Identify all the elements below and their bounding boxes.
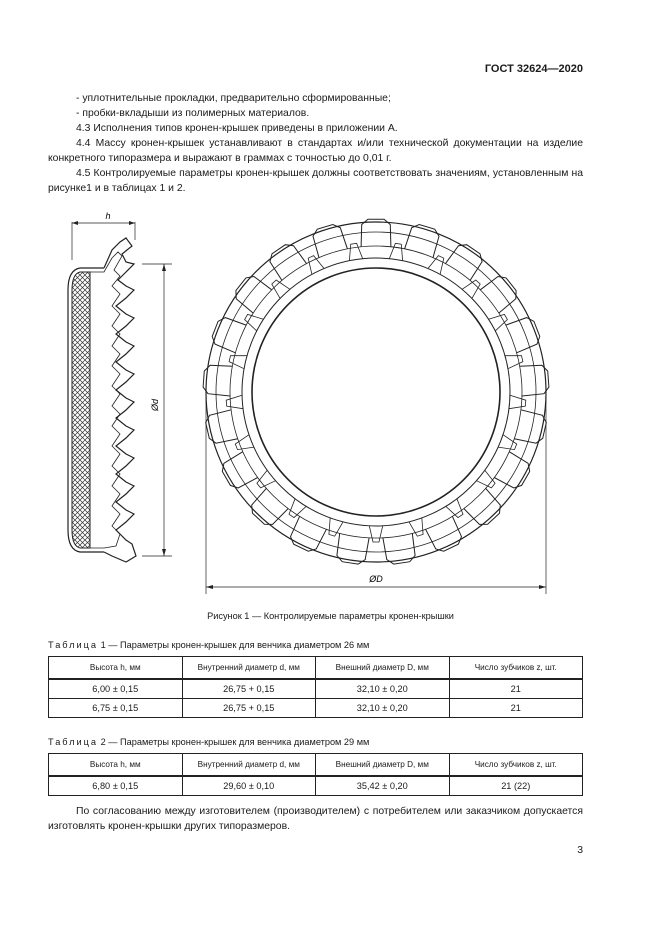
table2-caption-rest: — Параметры кронен-крышек для венчика диаметром 29 мм — [108, 737, 370, 747]
cell: 6,00 ± 0,15 — [49, 679, 183, 699]
outer-diameter-dimension — [206, 392, 546, 594]
cap-tooth-fold — [462, 280, 480, 298]
col-height: Высота h, мм — [49, 754, 183, 777]
cell: 35,42 ± 0,20 — [316, 776, 450, 796]
cap-top-view — [203, 219, 549, 564]
cap-tooth-fold — [245, 314, 264, 331]
cap-tooth-fold — [272, 280, 290, 298]
cell: 6,80 ± 0,15 — [49, 776, 183, 796]
col-teeth-count: Число зубчиков z, шт. — [449, 657, 583, 680]
cap-tooth-fold — [446, 499, 463, 518]
col-height: Высота h, мм — [49, 657, 183, 680]
table-row — [49, 776, 583, 796]
cap-tooth-fold — [428, 256, 444, 275]
cell: 21 — [449, 679, 583, 699]
table2-caption-word: Таблица — [48, 737, 99, 747]
cap-tooth — [480, 277, 516, 314]
cap-tooth — [252, 488, 288, 524]
cell: 32,10 ± 0,20 — [316, 679, 450, 699]
cap-tooth — [361, 219, 391, 247]
closing-paragraph: По согласованию между изготовителем (производителем) с потребителем или заказчиком допускается изготовлять кронен-крышки других типоразмеров. — [48, 806, 583, 832]
table2-caption-num: 2 — [100, 737, 106, 747]
cap-tooth — [405, 225, 439, 258]
cap-tooth-fold — [289, 499, 306, 518]
figure-caption: Рисунок 1 — Контролируемые параметры кронен-крышки — [207, 611, 454, 621]
crown-cap-figure — [60, 210, 605, 610]
col-inner-diameter: Внутренний диаметр d, мм — [182, 754, 316, 777]
col-outer-diameter: Внешний диаметр D, мм — [316, 657, 450, 680]
label-height: h — [105, 211, 111, 221]
paragraph-4-5: 4.5 Контролируемые параметры кронен-крышек должны соответствовать значениям, установленным на рисунке1 и в таблицах 1 и 2. — [48, 168, 583, 194]
bullet-plugs: - пробки-вкладыши из полимерных материалов. — [76, 108, 310, 119]
page-number: 3 — [577, 845, 583, 856]
intro-text — [48, 91, 583, 196]
cap-tooth — [236, 277, 272, 314]
cell: 26,75 + 0,15 — [182, 699, 316, 718]
table1-caption-word: Таблица — [48, 640, 99, 650]
table1-caption-num: 1 — [100, 640, 106, 650]
table-row — [49, 679, 583, 699]
table-header-row — [49, 754, 583, 777]
cell: 6,75 ± 0,15 — [49, 699, 183, 718]
table1-caption — [48, 640, 369, 650]
cap-tooth — [206, 410, 238, 443]
paragraph-4-4: 4.4 Массу кронен-крышек устанавливают в стандартах и/или технической документации на изделие конкретного типоразмера и выражают в граммах с точностью до 0,01 г. — [48, 138, 583, 164]
paragraph-4-3: 4.3 Исполнения типов кронен-крышек приведены в приложении А. — [76, 123, 398, 134]
cap-tooth — [514, 410, 546, 443]
cap-tooth — [383, 533, 415, 564]
cap-tooth-fold — [308, 256, 324, 275]
cap-tooth — [337, 533, 369, 564]
cap-tooth — [313, 225, 347, 258]
cap-tooth-fold — [509, 395, 526, 408]
col-teeth-count: Число зубчиков z, шт. — [449, 754, 583, 777]
cell: 26,75 + 0,15 — [182, 679, 316, 699]
table1 — [48, 656, 583, 718]
cell: 21 (22) — [449, 776, 583, 796]
label-inner-diameter: Ød — [150, 398, 160, 412]
cap-tooth — [464, 488, 500, 524]
cell: 21 — [449, 699, 583, 718]
cap-tooth-fold — [226, 395, 243, 408]
table1-caption-rest: — Параметры кронен-крышек для венчика диаметром 26 мм — [108, 640, 370, 650]
cap-tooth-fold — [257, 470, 276, 488]
label-outer-diameter: ØD — [369, 574, 383, 584]
table-row — [49, 699, 583, 718]
cell: 29,60 ± 0,10 — [182, 776, 316, 796]
bullet-gaskets: - уплотнительные прокладки, предварительно сформированные; — [76, 93, 391, 104]
cap-tooth-fold — [498, 435, 517, 450]
document-id: ГОСТ 32624—2020 — [484, 63, 583, 75]
col-outer-diameter: Внешний диаметр D, мм — [316, 754, 450, 777]
table2 — [48, 753, 583, 796]
cap-tooth-fold — [369, 526, 382, 542]
cap-side-view — [68, 221, 172, 562]
table-header-row — [49, 657, 583, 680]
cap-tooth-fold — [235, 435, 254, 450]
cap-tooth-fold — [489, 314, 508, 331]
table2-caption — [48, 737, 369, 747]
cap-tooth-fold — [477, 470, 496, 488]
col-inner-diameter: Внутренний диаметр d, мм — [182, 657, 316, 680]
cell: 32,10 ± 0,20 — [316, 699, 450, 718]
